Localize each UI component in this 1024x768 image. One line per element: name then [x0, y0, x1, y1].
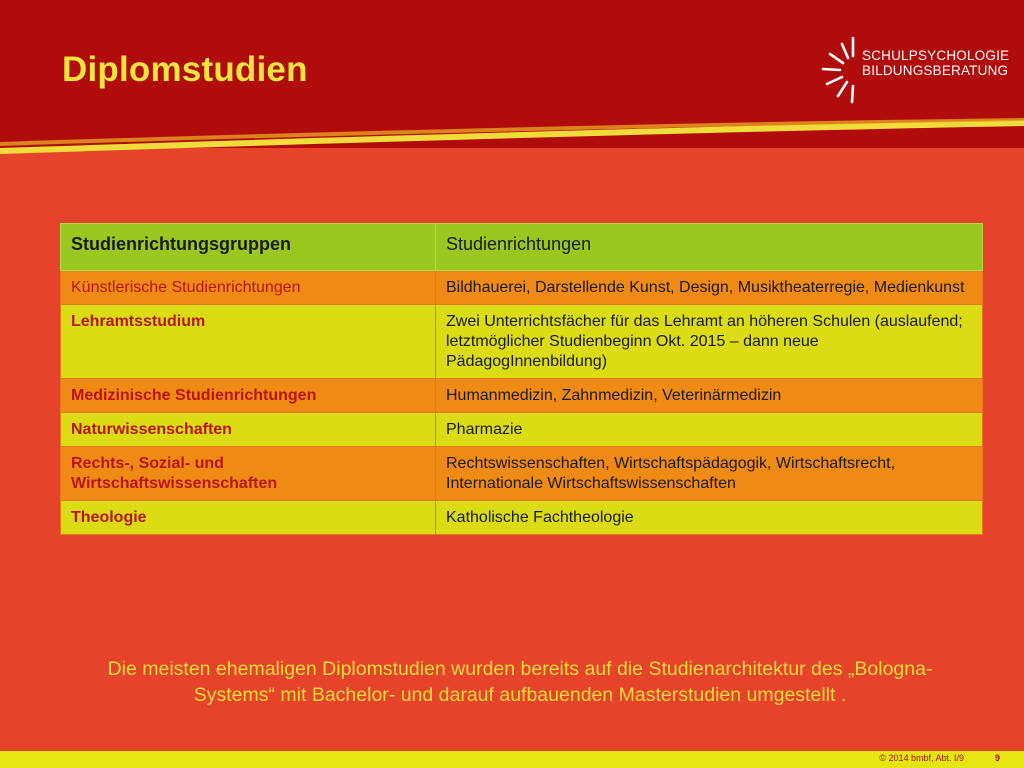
group-cell: Medizinische Studienrichtungen — [61, 379, 436, 413]
group-cell: Naturwissenschaften — [61, 413, 436, 447]
table-row — [61, 305, 983, 379]
sunburst-logo-icon — [818, 36, 862, 106]
courses-cell: Bildhauerei, Darstellende Kunst, Design, Musiktheaterregie, Medienkunst — [436, 271, 983, 305]
column-header-courses: Studienrichtungen — [436, 224, 983, 271]
logo-text-line2: BILDUNGSBERATUNG — [862, 63, 1009, 78]
table-row — [61, 379, 983, 413]
courses-cell: Pharmazie — [436, 413, 983, 447]
page-number: 9 — [994, 753, 1000, 763]
group-cell: Lehramtsstudium — [61, 305, 436, 379]
header-swoosh-decoration — [0, 118, 1024, 158]
table-row — [61, 501, 983, 535]
courses-cell: Katholische Fachtheologie — [436, 501, 983, 535]
group-cell: Künstlerische Studienrichtungen — [61, 271, 436, 305]
courses-cell: Zwei Unterrichtsfächer für das Lehramt an höheren Schulen (auslaufend; letztmöglicher Studienbeginn Okt. 2015 – dann neue PädagogInnenbildung) — [436, 305, 983, 379]
logo-text-line1: SCHULPSYCHOLOGIE — [862, 48, 1010, 63]
table-row — [61, 271, 983, 305]
courses-cell: Humanmedizin, Zahnmedizin, Veterinärmedizin — [436, 379, 983, 413]
copyright-text: © 2014 bmbf, Abt. I/9 — [879, 753, 964, 763]
bologna-note: Die meisten ehemaligen Diplomstudien wurden bereits auf die Studienarchitektur des „Bologna-Systems“ mit Bachelor- und darauf aufbauenden Masterstudien umgestellt . — [107, 658, 933, 706]
table-header-row — [61, 224, 983, 271]
footer-bar — [0, 751, 1024, 768]
table-row — [61, 447, 983, 501]
logo — [818, 36, 1010, 106]
studies-table — [60, 223, 983, 535]
group-cell: Theologie — [61, 501, 436, 535]
courses-cell: Rechtswissenschaften, Wirtschaftspädagogik, Wirtschaftsrecht, Internationale Wirtschaftswissenschaften — [436, 447, 983, 501]
slide-title: Diplomstudien — [62, 50, 308, 89]
group-cell: Rechts-, Sozial- und Wirtschaftswissenschaften — [61, 447, 436, 501]
table-row — [61, 413, 983, 447]
column-header-groups: Studienrichtungsgruppen — [61, 224, 436, 271]
